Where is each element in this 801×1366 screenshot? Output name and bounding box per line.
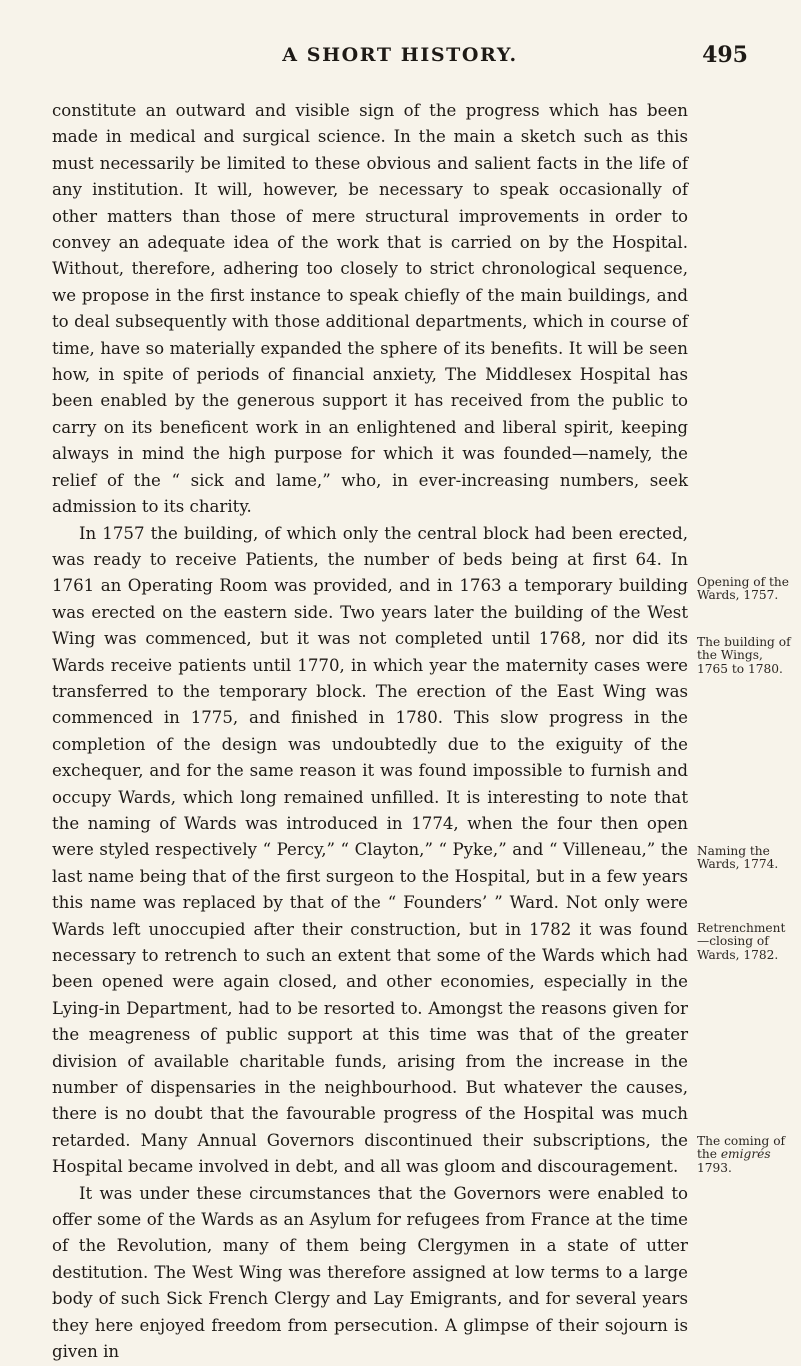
sidenote-opening-of-wards: Opening of the Wards, 1757. xyxy=(697,575,789,603)
paragraph-2: In 1757 the building, of which only the central block had been erected, was ready to receive Patients, the number of beds being at first 64. In 1761 an Operating Room was provided, and in 1763 a temporary building was erected on the eastern side. Two years later the building of the West Wing was commenced, but it was not completed until 1768, nor did its Wards receive patients until 1770, in which year the maternity cases were transferred to the temporary block. The erection of the East Wing was commenced in 1775, and finished in 1780. This slow progress in the completion of the design was undoubtedly due to the exiguity of the exchequer, and for the same reason it was found impossible to furnish and occupy Wards, which long remained unfilled. It is interesting to note that the naming of Wards was introduced in 1774, when the four then open were styled respectively “ Percy,” “ Clayton,” “ Pyke,” and “ Villeneau,” the last name being that of the first surgeon to the Hospital, but in a few years this name was replaced by that of the “ Founders’ ” Ward. Not only were Wards left unoccupied after their construction, but in 1782 it was found necessary to retrench to such an extent that some of the Wards which had been opened were again closed, and other economies, especially in the Lying-in Department, had to be resorted to. Amongst the reasons given for the meagreness of public support at this time was that of the greater division of available charitable funds, arising from the increase in the number of dispensaries in the neighbourhood. But whatever the causes, there is no doubt that the favourable progress of the Hospital was much retarded. Many Annual Governors discontinued their subscriptions, the Hospital became involved in debt, and all was gloom and discouragement. xyxy=(52,523,688,1177)
sidenote-building-of-wings: The building of the Wings, 1765 to 1780. xyxy=(697,635,791,676)
sidenote-emigres-year: 1793. xyxy=(697,1160,732,1175)
body-text xyxy=(52,98,688,1366)
page-number: 495 xyxy=(702,42,748,68)
sidenote-emigres-lead: The coming of the xyxy=(697,1134,786,1162)
sidenote-coming-of-emigres xyxy=(697,1135,797,1175)
page-header xyxy=(52,42,748,70)
sidenote-emigres-word: emigrés xyxy=(720,1147,771,1162)
sidenote-naming-wards: Naming the Wards, 1774. xyxy=(697,844,779,872)
sidenote-retrenchment: Retrenchment—closing of Wards, 1782. xyxy=(697,921,786,962)
paragraph-3: It was under these circumstances that the Governors were enabled to offer some of the Wards as an Asylum for refugees from France at the time of the Revolution, many of them being Clergymen in a state of utter destitution. The West Wing was therefore assigned at low terms to a large body of such Sick French Clergy and Lay Emigrants, and for several years they here enjoyed freedom from persecution. A glimpse of their sojourn is given in xyxy=(52,1183,688,1362)
paragraph-1: constitute an outward and visible sign of the progress which has been made in medical and surgical science. In the main a sketch such as this must necessarily be limited to these obvious and salient facts in the life of any institution. It will, however, be necessary to speak occasionally of other matters than those of mere structural improvements in order to convey an adequate idea of the work that is carried on by the Hospital. Without, therefore, adhering too closely to strict chronological sequence, we propose in the first instance to speak chiefly of the main buildings, and to deal subsequently with those additional departments, which in course of time, have so materially expanded the sphere of its benefits. It will be seen how, in spite of periods of financial anxiety, The Middlesex Hospital has been enabled by the generous support it has received from the public to carry on its beneficent work in an enlightened and liberal spirit, keeping always in mind the high purpose for which it was founded—namely, the relief of the “ sick and lame,” who, in ever-increasing numbers, seek admission to its charity. xyxy=(52,101,688,517)
running-title: A SHORT HISTORY. xyxy=(282,44,518,66)
